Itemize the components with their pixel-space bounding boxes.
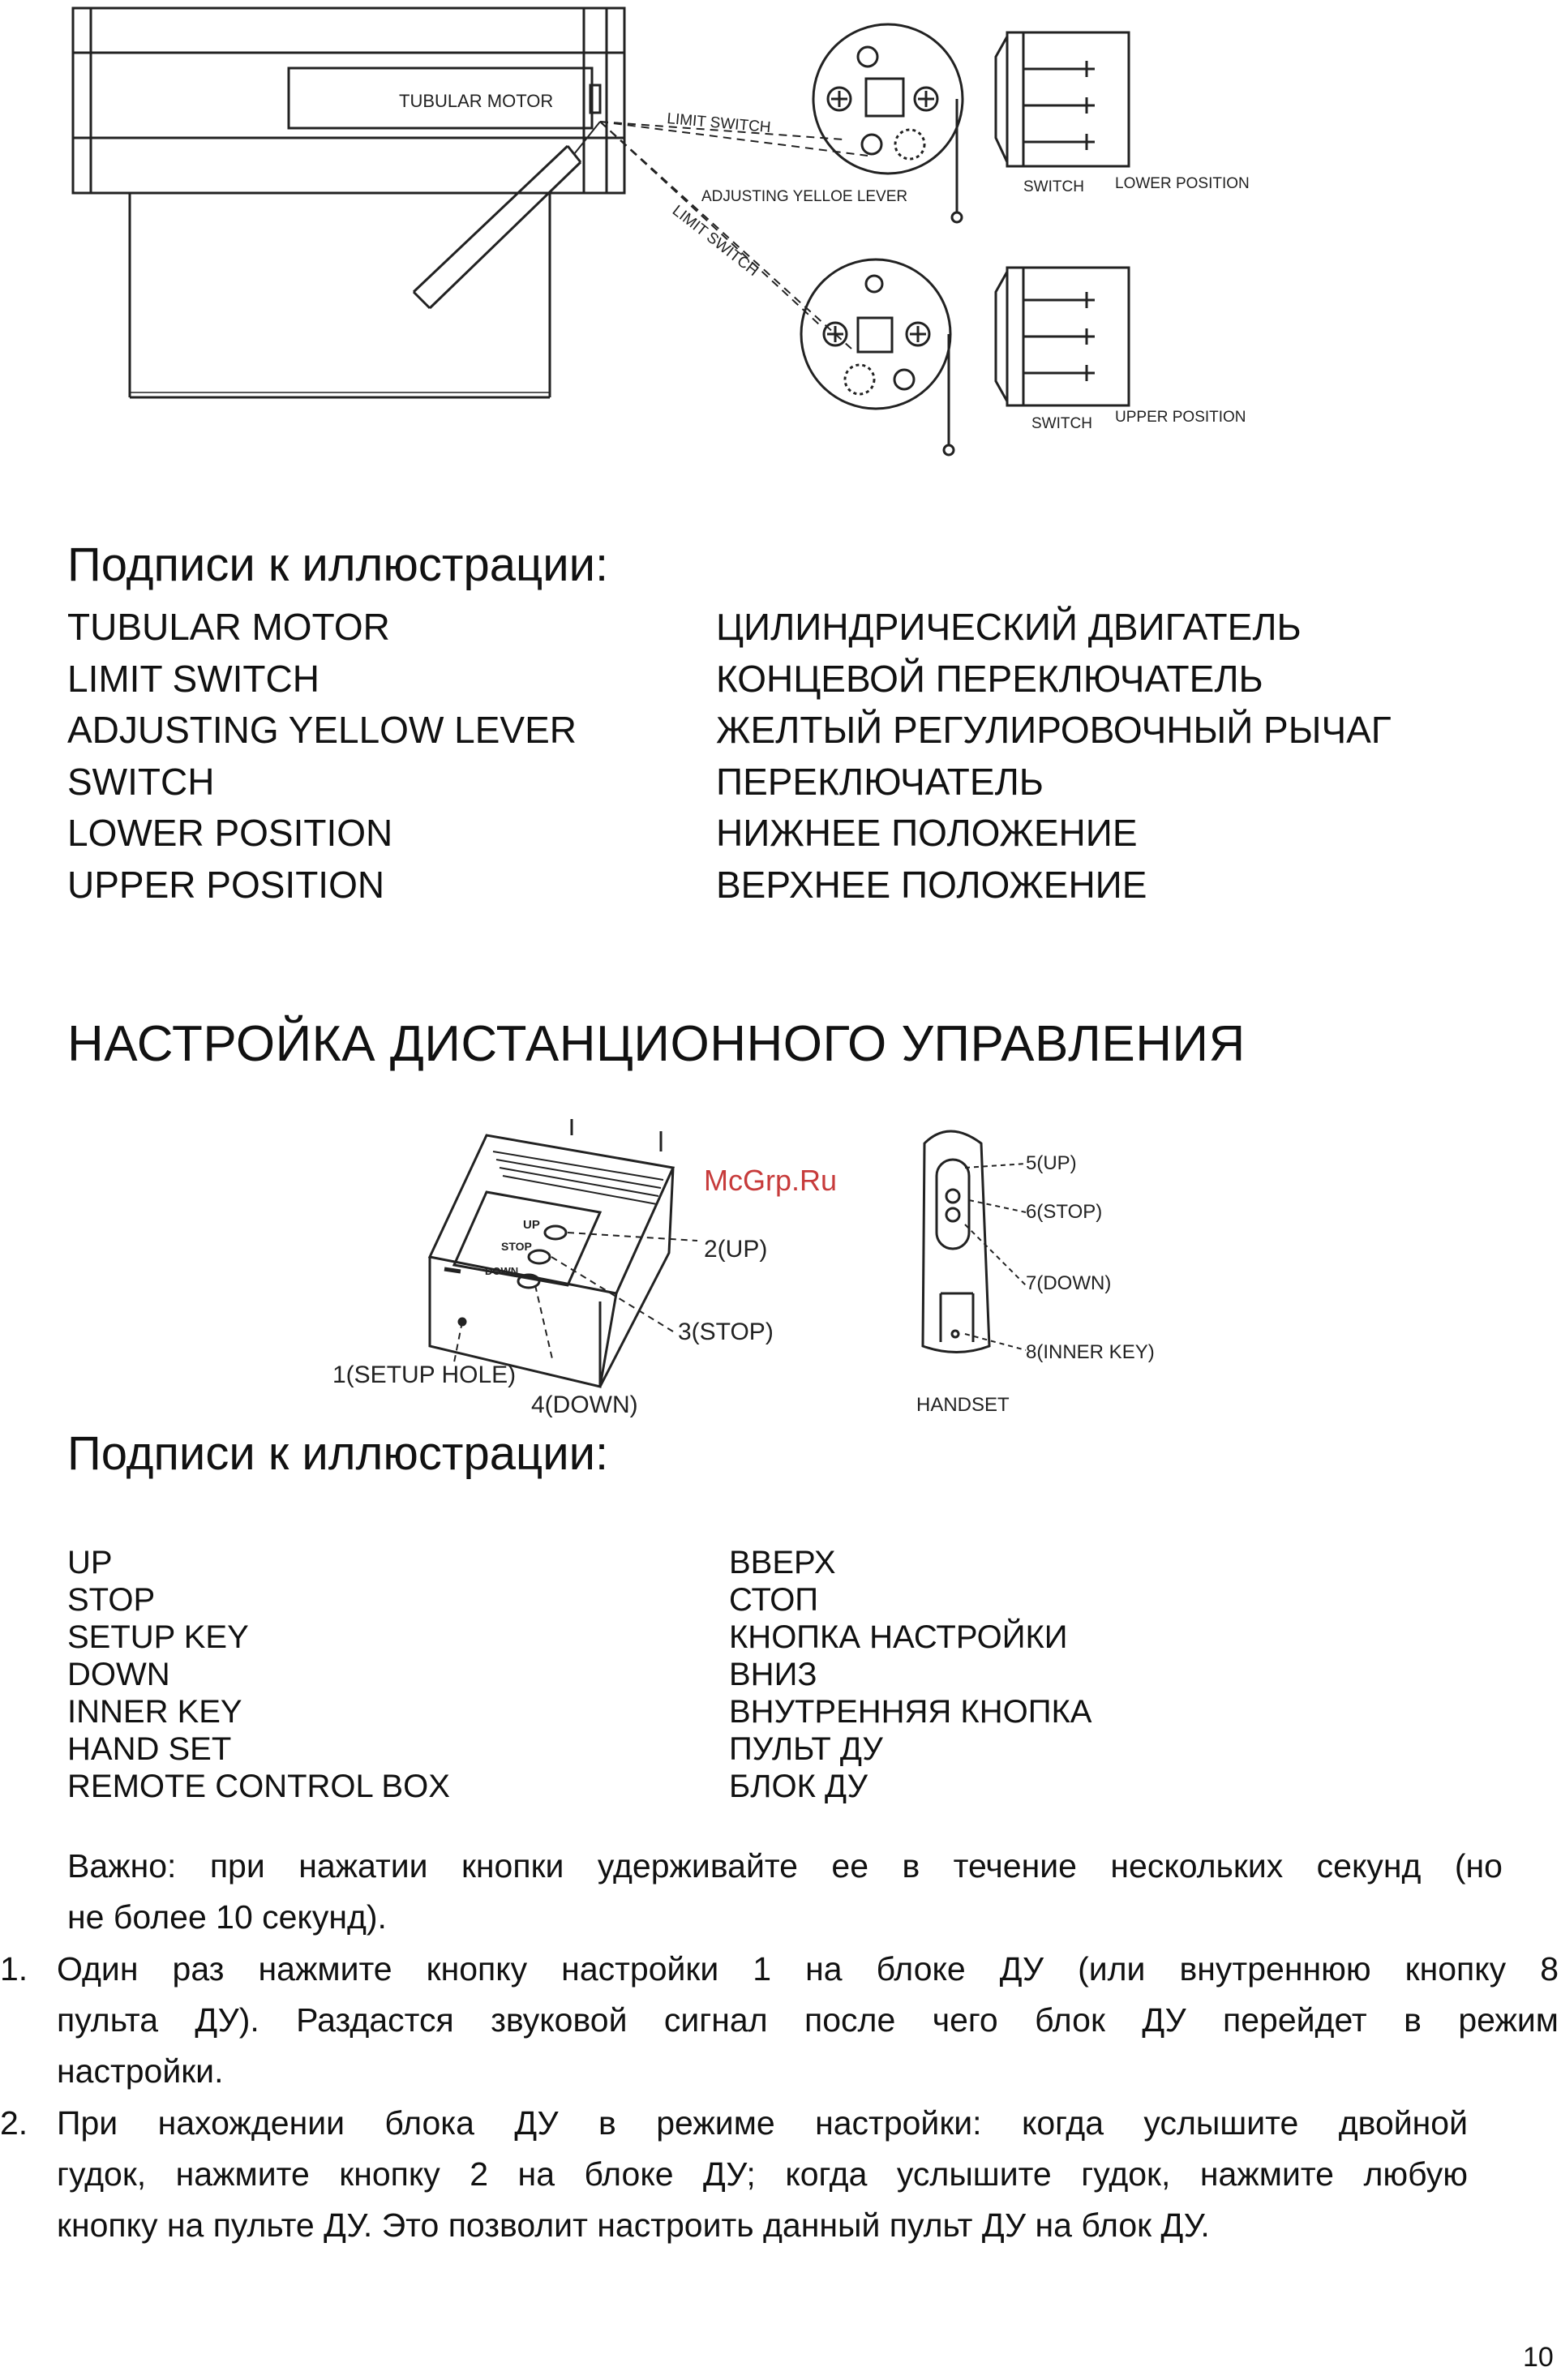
watermark: McGrp.Ru	[704, 1164, 838, 1197]
legend2-ru-6: БЛОК ДУ	[729, 1769, 868, 1804]
switch-upper-position	[996, 268, 1129, 405]
label-setup-hole: 1(SETUP HOLE)	[332, 1362, 517, 1388]
label-up: 2(UP)	[704, 1236, 768, 1263]
label-down: 4(DOWN)	[531, 1392, 638, 1418]
label-switch-bottom: SWITCH	[1031, 415, 1092, 432]
screwdriver-icon	[414, 122, 600, 308]
switch-lower-position	[996, 32, 1129, 166]
legend1-en-4: LOWER POSITION	[67, 812, 393, 854]
legend2-ru-4: ВНУТРЕННЯЯ КНОПКА	[729, 1694, 1092, 1730]
legend2-ru-3: ВНИЗ	[729, 1657, 817, 1692]
legend2-en-5: HAND SET	[67, 1731, 232, 1767]
section-title: НАСТРОЙКА ДИСТАНЦИОННОГО УПРАВЛЕНИЯ	[67, 1016, 1246, 1072]
step1-line-2: пульта ДУ). Раздастся звуковой сигнал после чего блок ДУ перейдет в режим	[57, 2001, 1559, 2039]
label-stop: 3(STOP)	[678, 1319, 774, 1345]
box-down-label: DOWN	[485, 1265, 519, 1277]
legend2-title: Подписи к иллюстрации:	[67, 1427, 609, 1480]
page-number: 10	[1523, 2342, 1554, 2373]
legend1-en-3: SWITCH	[67, 761, 215, 803]
label-limit-switch-bottom: LIMIT SWITCH	[668, 202, 762, 281]
legend2-en-6: REMOTE CONTROL BOX	[67, 1769, 450, 1804]
legend2-en-1: STOP	[67, 1582, 156, 1618]
legend2-ru-2: КНОПКА НАСТРОЙКИ	[729, 1619, 1068, 1655]
hs-label-inner-key: 8(INNER KEY)	[1026, 1341, 1155, 1363]
legend1-en-2: ADJUSTING YELLOW LEVER	[67, 709, 577, 751]
legend1-en-1: LIMIT SWITCH	[67, 658, 319, 700]
note-line-2: не более 10 секунд).	[67, 1898, 387, 1936]
legend2-ru-5: ПУЛЬТ ДУ	[729, 1731, 883, 1767]
hs-label-stop: 6(STOP)	[1026, 1201, 1103, 1223]
figure-limit-switch-diagram	[0, 0, 1561, 487]
step1-number: 1.	[0, 1950, 28, 1988]
label-tubular-motor: TUBULAR MOTOR	[399, 91, 554, 111]
legend1-title: Подписи к иллюстрации:	[67, 538, 609, 591]
label-limit-switch-top: LIMIT SWITCH	[666, 110, 772, 137]
legend2-en-4: INNER KEY	[67, 1694, 242, 1730]
step1-line-3: настройки.	[57, 2052, 224, 2090]
step2-line-2: гудок, нажмите кнопку 2 на блоке ДУ; когда услышите гудок, нажмите любую	[57, 2155, 1468, 2193]
note-line-1: Важно: при нажатии кнопки удерживайте ее в течение нескольких секунд (но	[67, 1847, 1503, 1885]
step2-line-1: При нахождении блока ДУ в режиме настройки: когда услышите двойной	[57, 2104, 1468, 2142]
legend1-ru-3: ПЕРЕКЛЮЧАТЕЛЬ	[716, 761, 1044, 803]
legend2-en-2: SETUP KEY	[67, 1619, 249, 1655]
hs-label-down: 7(DOWN)	[1026, 1272, 1112, 1294]
limit-switch-bottom	[801, 259, 954, 455]
handset	[923, 1131, 989, 1353]
legend2-ru-0: ВВЕРХ	[729, 1545, 836, 1580]
figure-remote-control	[0, 1119, 1561, 1427]
legend1-ru-0: ЦИЛИНДРИЧЕСКИЙ ДВИГАТЕЛЬ	[716, 606, 1302, 648]
legend1-ru-5: ВЕРХНЕЕ ПОЛОЖЕНИЕ	[716, 864, 1147, 906]
label-upper-position: UPPER POSITION	[1115, 409, 1246, 426]
step2-line-3: кнопку на пульте ДУ. Это позволит настроить данный пульт ДУ на блок ДУ.	[57, 2206, 1210, 2244]
step1-line-1: Один раз нажмите кнопку настройки 1 на блоке ДУ (или внутреннюю кнопку 8	[57, 1950, 1559, 1988]
hs-label-up: 5(UP)	[1026, 1152, 1077, 1174]
legend2-ru-1: СТОП	[729, 1582, 819, 1618]
legend1-en-0: TUBULAR MOTOR	[67, 606, 390, 648]
box-up-label: UP	[523, 1218, 540, 1232]
remote-control-box	[430, 1119, 673, 1387]
label-switch-top: SWITCH	[1023, 178, 1084, 195]
legend1-en-5: UPPER POSITION	[67, 864, 385, 906]
legend1-ru-4: НИЖНЕЕ ПОЛОЖЕНИЕ	[716, 812, 1138, 854]
legend2-en-3: DOWN	[67, 1657, 170, 1692]
label-adjusting-lever: ADJUSTING YELLOE LEVER	[701, 188, 908, 205]
label-lower-position: LOWER POSITION	[1115, 175, 1250, 192]
step2-number: 2.	[0, 2104, 28, 2142]
handset-label: HANDSET	[916, 1394, 1010, 1416]
legend1-ru-2: ЖЕЛТЫЙ РЕГУЛИРОВОЧНЫЙ РЫЧАГ	[716, 709, 1392, 751]
legend1-ru-1: КОНЦЕВОЙ ПЕРЕКЛЮЧАТЕЛЬ	[716, 658, 1263, 700]
legend2-en-0: UP	[67, 1545, 113, 1580]
box-stop-label: STOP	[501, 1240, 532, 1253]
